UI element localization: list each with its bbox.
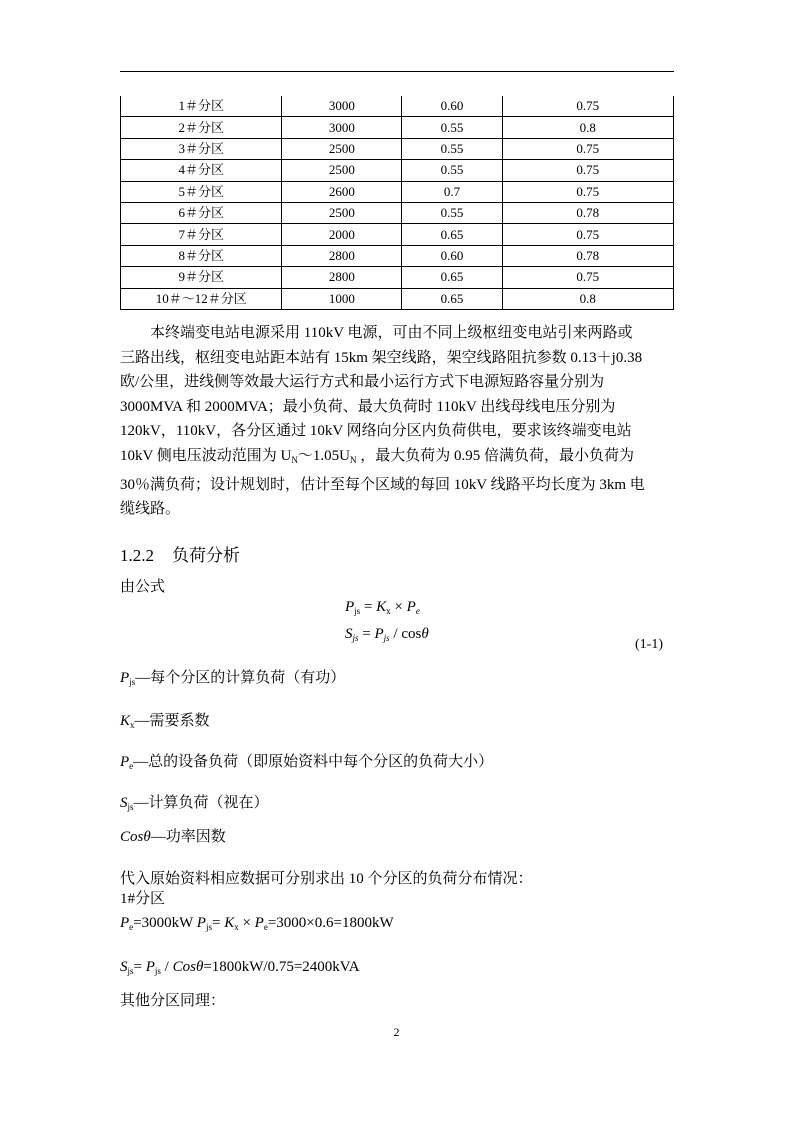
paragraph-line: 本终端变电站电源采用 110kV 电源，可由不同上级枢纽变电站引来两路或	[150, 325, 633, 341]
definition-kx: $K_x—$需要系数	[120, 713, 210, 730]
table-cell: 3＃分区	[121, 138, 282, 159]
table-cell: 0.60	[402, 96, 502, 117]
table-cell: 0.65	[402, 267, 502, 288]
table-row	[121, 267, 674, 288]
table-cell: 8＃分区	[121, 245, 282, 266]
zone-label: 1#分区	[120, 891, 166, 907]
table-cell: 0.55	[402, 202, 502, 223]
table-row	[121, 202, 674, 223]
table-cell: 0.75	[502, 224, 673, 245]
paragraph-line: 30％满负荷；设计规划时，估计至每个区域的每回 10kV 线路平均长度为 3km 电	[120, 476, 645, 493]
table-cell: 0.55	[402, 160, 502, 181]
load-table	[120, 96, 674, 310]
table-cell: 2000	[282, 224, 402, 245]
table-cell: 0.75	[502, 96, 673, 117]
table-cell: 0.78	[502, 202, 673, 223]
table-cell: 0.55	[402, 138, 502, 159]
paragraph-line: 10kV 侧电压波动范围为 $U_N\sim 1.05U_N$ ，最大负荷为 0.95 倍满负荷，最小负荷为	[120, 447, 635, 465]
table-row	[121, 117, 674, 138]
table-cell: 2500	[282, 202, 402, 223]
table-cell: 0.65	[402, 288, 502, 309]
table-cell: 0.8	[502, 117, 673, 138]
table-cell: 9＃分区	[121, 267, 282, 288]
definition-cos: Cosθ—功率因数	[120, 829, 226, 845]
equation-number: (1-1)	[635, 637, 663, 652]
paragraph-power-source	[120, 321, 674, 522]
table-cell: 1000	[282, 288, 402, 309]
calc-lead: 代入原始资料相应数据可分别求出 10 个分区的负荷分布情况：	[120, 871, 533, 887]
paragraph-line: 3000MVA 和 2000MVA；最小负荷、最大负荷时 110kV 出线母线电压分别为	[120, 398, 616, 415]
table-cell: 0.75	[502, 181, 673, 202]
definition-pe: $P_e—$总的设备负荷（即原始资料中每个分区的负荷大小）	[120, 754, 494, 771]
paragraph-line: 120kV，110kV，各分区通过 10kV 网络向分区内负荷供电，要求该终端变电站	[120, 423, 632, 440]
table-cell: 0.60	[402, 245, 502, 266]
section-heading	[120, 541, 240, 566]
table-cell: 10＃～12＃分区	[121, 288, 282, 309]
table-cell: 2800	[282, 245, 402, 266]
table-row	[121, 224, 674, 245]
formula-intro: 由公式	[120, 579, 166, 595]
table-cell: 3000	[282, 117, 402, 138]
table-cell: 4＃分区	[121, 160, 282, 181]
definition-sjs: $S_{js}—$计算负荷（视在）	[120, 795, 269, 812]
table-cell: 7＃分区	[121, 224, 282, 245]
table-cell: 5＃分区	[121, 181, 282, 202]
table-cell: 0.75	[502, 138, 673, 159]
table-row	[121, 96, 674, 117]
formula-2: $S_{js} = P_{js} / \cos\theta$	[345, 626, 429, 643]
table-cell: 2600	[282, 181, 402, 202]
table-cell: 0.7	[402, 181, 502, 202]
definition-pjs: $P_{js}—$每个分区的计算负荷（有功）	[120, 670, 346, 687]
formula-1: $P_{js} = K_x \times P_e$	[345, 599, 420, 616]
table-cell: 0.75	[502, 267, 673, 288]
paragraph-line: 三路出线，枢纽变电站距本站有 15km 架空线路，架空线路阻抗参数 0.13＋j0.38	[120, 349, 643, 366]
section-title: 负荷分析	[172, 546, 240, 566]
section-number: 1.2.2	[120, 546, 154, 565]
table-cell: 0.65	[402, 224, 502, 245]
paragraph-line: 欧/公里，进线侧等效最大运行方式和最小运行方式下电源短路容量分别为	[120, 374, 605, 391]
table-cell: 3000	[282, 96, 402, 117]
calc-tail: 其他分区同理：	[120, 993, 226, 1009]
calc-line-1: $P_e=3000kW$ $P_{js}= K_x \times P_e=3000\times 0.6=1800kW$	[120, 915, 394, 932]
table-cell: 2500	[282, 138, 402, 159]
table-cell: 2500	[282, 160, 402, 181]
table-row	[121, 181, 674, 202]
table-cell: 0.75	[502, 160, 673, 181]
table-cell: 1＃分区	[121, 96, 282, 117]
table-row	[121, 138, 674, 159]
table-cell: 2800	[282, 267, 402, 288]
table-cell: 0.78	[502, 245, 673, 266]
table-cell: 0.8	[502, 288, 673, 309]
table-row	[121, 245, 674, 266]
header-rule	[120, 71, 674, 72]
paragraph-line: 缆线路。	[120, 501, 181, 518]
table-row	[121, 288, 674, 309]
page-number: 2	[393, 1025, 400, 1039]
table-cell: 2＃分区	[121, 117, 282, 138]
table-cell: 0.55	[402, 117, 502, 138]
calc-line-2: $S_{js}= P_{js} / Cos\theta=1800kW/0.75=2400kVA$	[120, 959, 360, 976]
table-cell: 6＃分区	[121, 202, 282, 223]
table-row	[121, 160, 674, 181]
